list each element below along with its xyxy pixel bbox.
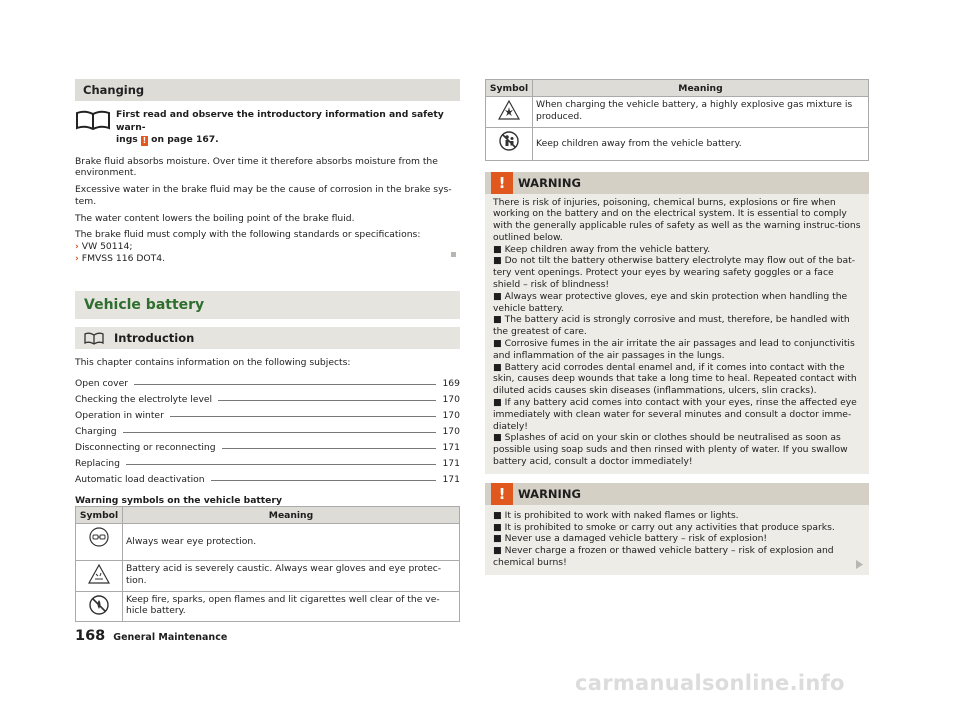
- table-of-contents: [75, 373, 460, 485]
- warning-item: ■ Corrosive fumes in the air irritate the air passages and lead to conjunctivitis and inflammation of the air passages in the lungs.: [493, 338, 855, 361]
- warning-box-1: [485, 172, 869, 474]
- chevron-right-icon: ›: [75, 253, 79, 265]
- warning-title: WARNING: [518, 486, 581, 501]
- bullet-icon: ■: [493, 397, 505, 409]
- warning-item: ■ It is prohibited to smoke or carry out any activities that produce sparks.: [493, 521, 835, 533]
- no-open-flame-icon: [89, 595, 109, 615]
- read-first-text: First read and observe the introductory information and safety warn-: [116, 109, 444, 133]
- warning-item: ■ Do not tilt the battery otherwise battery electrolyte may flow out of the bat-tery vent openings. Protect your eyes by wearing safety goggles or a face shield – risk of blindness!: [493, 255, 856, 291]
- warning-ref-icon: !: [142, 136, 147, 145]
- read-first-page-ref[interactable]: on page 167.: [151, 134, 219, 145]
- bullet-icon: ■: [493, 338, 505, 350]
- keep-children-away-icon: [499, 131, 519, 151]
- watermark: carmanualsonline.info: [575, 671, 845, 695]
- bullet-icon: ■: [493, 545, 505, 557]
- continue-arrow-icon: [856, 560, 863, 569]
- toc-entry[interactable]: Disconnecting or reconnecting 171: [75, 442, 460, 454]
- symbols-heading: Warning symbols on the vehicle battery: [75, 495, 282, 507]
- table-row: [76, 591, 460, 622]
- warning-body: [485, 194, 869, 468]
- symbol-meaning: Battery acid is severely caustic. Always wear gloves and eye protec-tion.: [126, 563, 442, 586]
- exclamation-icon: !: [491, 172, 513, 194]
- toc-entry[interactable]: Automatic load deactivation 171: [75, 474, 460, 486]
- footer-section-title: General Maintenance: [113, 632, 228, 643]
- bullet-icon: ■: [493, 521, 505, 533]
- warning-item: ■ Never use a damaged vehicle battery – risk of explosion!: [493, 533, 768, 545]
- section-end-marker: [451, 252, 456, 257]
- warning-item: ■ The battery acid is strongly corrosive and must, therefore, be handled with the greatest of care.: [493, 314, 850, 338]
- section-heading-changing: Changing: [75, 79, 460, 101]
- bullet-icon: ■: [493, 432, 505, 444]
- toc-entry[interactable]: Replacing 171: [75, 458, 460, 470]
- paragraph: The water content lowers the boiling point of the brake fluid.: [75, 212, 355, 224]
- open-book-icon: [84, 332, 104, 345]
- read-first-text-2: ings: [116, 134, 138, 145]
- spec-list: [75, 241, 460, 265]
- bullet-icon: ■: [493, 290, 505, 302]
- exclamation-icon: !: [491, 483, 513, 505]
- chevron-right-icon: ›: [75, 241, 79, 253]
- leader-line: [211, 480, 437, 481]
- chapter-title: Vehicle battery: [75, 291, 460, 319]
- toc-entry[interactable]: Open cover 169: [75, 378, 460, 390]
- warning-item: ■ Never charge a frozen or thawed vehicle battery – risk of explosion and chemical burns!: [493, 545, 834, 569]
- left-column: [75, 79, 460, 622]
- col-header-meaning: Meaning: [533, 80, 869, 97]
- symbol-meaning: Keep fire, sparks, open flames and lit cigarettes well clear of the ve-hicle battery.: [126, 593, 440, 617]
- bullet-icon: ■: [493, 255, 505, 267]
- leader-line: [123, 432, 437, 433]
- eye-protection-icon: [89, 527, 109, 547]
- spec-item: › VW 50114;: [75, 241, 133, 253]
- read-first-notice: [75, 109, 460, 147]
- leader-line: [126, 464, 437, 465]
- toc-entry[interactable]: Checking the electrolyte level 170: [75, 394, 460, 406]
- open-book-icon: [75, 109, 111, 131]
- symbol-meaning: Keep children away from the vehicle battery.: [536, 137, 742, 149]
- paragraph: The brake fluid must comply with the following standards or specifications:: [75, 229, 421, 241]
- bullet-icon: ■: [493, 243, 505, 255]
- warning-header: [485, 172, 869, 194]
- toc-entry[interactable]: Operation in winter 170: [75, 410, 460, 422]
- leader-line: [218, 400, 436, 401]
- explosive-gas-icon: [498, 100, 520, 120]
- table-row: [76, 524, 460, 561]
- table-row: [486, 97, 869, 128]
- col-header-meaning: Meaning: [123, 507, 460, 524]
- leader-line: [134, 384, 436, 385]
- spec-item: › FMVSS 116 DOT4.: [75, 253, 166, 265]
- symbol-meaning: Always wear eye protection.: [126, 536, 257, 548]
- col-header-symbol: Symbol: [486, 80, 533, 97]
- introduction-heading: [75, 327, 460, 349]
- caustic-acid-icon: [88, 564, 110, 584]
- warning-title: WARNING: [518, 175, 581, 190]
- bullet-icon: ■: [493, 509, 505, 521]
- warning-item: ■ If any battery acid comes into contact with your eyes, rinse the affected eye immediately with clean water for several minutes and consult a doctor imme-diately!: [493, 397, 857, 432]
- page-footer: [75, 628, 227, 644]
- warning-item: ■ Battery acid corrodes dental enamel and, if it comes into contact with the skin, causes deep wounds that take a long time to heal. Repeated contact with diluted acids causes skin diseases (inflammations, ulcers, slin cracks).: [493, 361, 857, 397]
- symbols-table-right: [485, 79, 869, 161]
- leader-line: [170, 416, 437, 417]
- warning-item: ■ Keep children away from the vehicle battery.: [493, 243, 711, 255]
- warning-body: [485, 505, 869, 569]
- table-row: [76, 561, 460, 592]
- bullet-icon: ■: [493, 361, 505, 373]
- col-header-symbol: Symbol: [76, 507, 123, 524]
- paragraph: Brake fluid absorbs moisture. Over time it therefore absorbs moisture from the environment.: [75, 155, 438, 179]
- intro-lead: This chapter contains information on the following subjects:: [75, 357, 351, 369]
- table-row: [486, 127, 869, 160]
- warning-intro: There is risk of injuries, poisoning, chemical burns, explosions or fire when working on the battery and on the electrical system. It is essential to comply with the generally applicable rules of safety as well as the warning instruc-tions outlined below.: [493, 196, 861, 243]
- symbols-table-left: [75, 506, 460, 622]
- right-column: [485, 79, 869, 575]
- page-number: 168: [75, 628, 106, 644]
- leader-line: [222, 448, 437, 449]
- bullet-icon: ■: [493, 314, 505, 326]
- warning-header: [485, 483, 869, 505]
- warning-item: ■ Splashes of acid on your skin or clothes should be neutralised as soon as possible using soap suds and then rinsed with plenty of water. If you swallow battery acid, consult a doctor immediately!: [493, 432, 848, 468]
- warning-item: ■ Always wear protective gloves, eye and skin protection when handling the vehicle battery.: [493, 290, 848, 314]
- symbol-meaning: When charging the vehicle battery, a highly explosive gas mixture is produced.: [536, 99, 853, 122]
- introduction-title: Introduction: [114, 331, 195, 346]
- warning-item: ■ It is prohibited to work with naked flames or lights.: [493, 509, 739, 521]
- paragraph: Excessive water in the brake fluid may be the cause of corrosion in the brake sys-tem.: [75, 184, 452, 207]
- bullet-icon: ■: [493, 533, 505, 545]
- warning-box-2: [485, 483, 869, 575]
- toc-entry[interactable]: Charging 170: [75, 426, 460, 438]
